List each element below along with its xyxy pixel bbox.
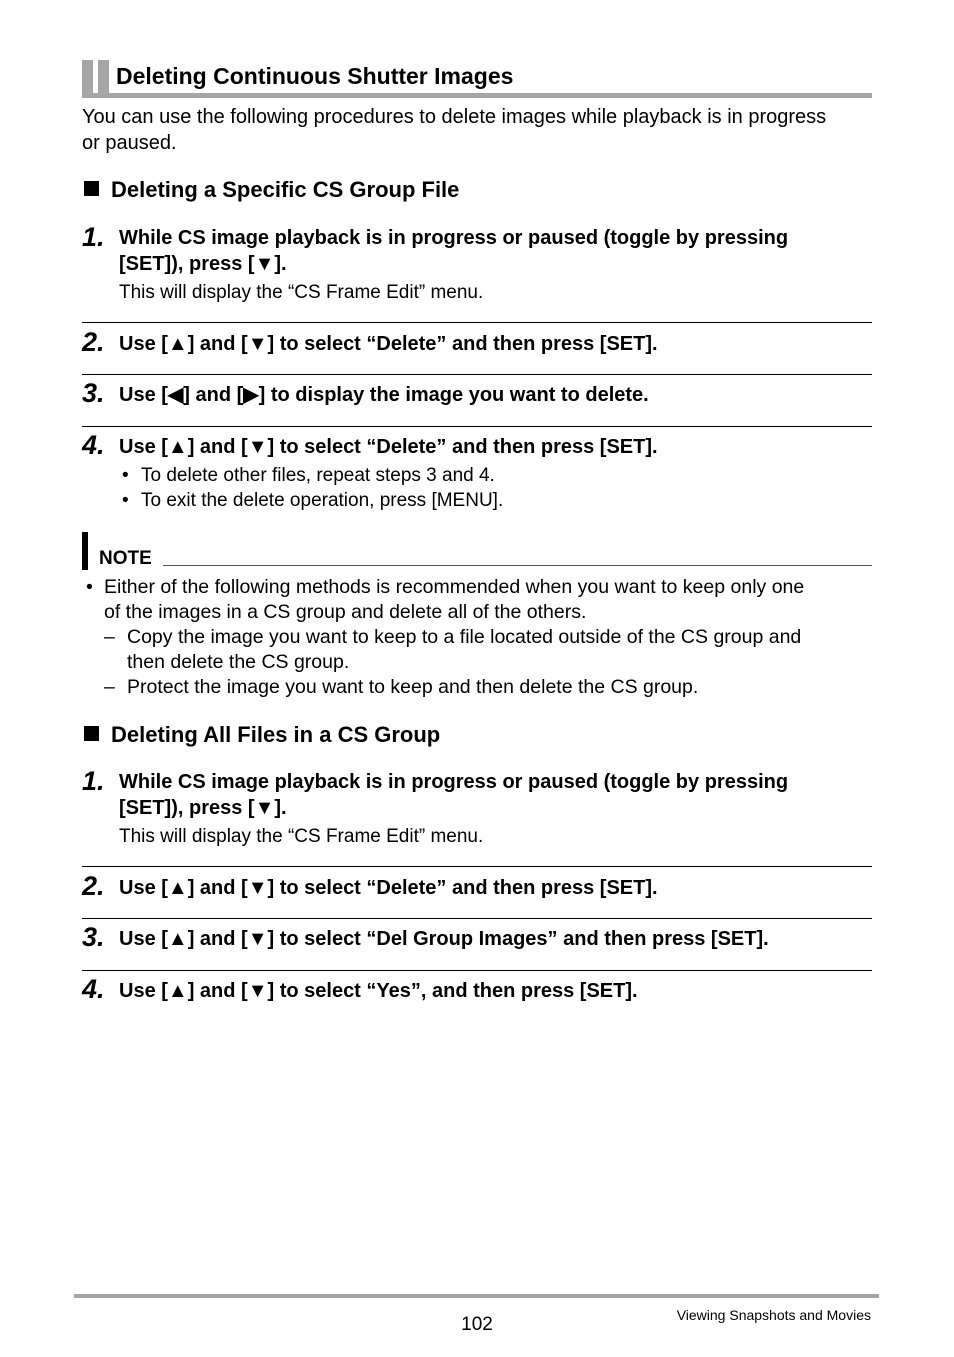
note-dash-marker: – (104, 626, 115, 648)
note-text: Protect the image you want to keep and then delete the CS group. (127, 676, 699, 698)
step-text: Use [▲] and [▼] to select “Delete” and then press [SET]. (119, 877, 658, 899)
step-text: While CS image playback is in progress or paused (toggle by pressing (119, 227, 789, 249)
note-text: then delete the CS group. (127, 651, 350, 673)
subheading-specific-file: Deleting a Specific CS Group File (84, 176, 459, 204)
step-number: 4. (82, 430, 105, 460)
step-divider (82, 374, 872, 375)
step-number: 3. (82, 378, 105, 408)
note-text: Copy the image you want to keep to a file located outside of the CS group and (127, 626, 802, 648)
step-description: This will display the “CS Frame Edit” menu. (119, 282, 484, 303)
step-divider (82, 866, 872, 867)
step-divider (82, 918, 872, 919)
footer-rule (74, 1294, 879, 1298)
list-item: • To delete other files, repeat steps 3 and 4. (122, 465, 495, 486)
square-bullet-icon (84, 181, 99, 196)
step-text: [SET]), press [▼]. (119, 797, 287, 819)
step-text: Use [▲] and [▼] to select “Yes”, and then press [SET]. (119, 980, 638, 1002)
step-divider (82, 322, 872, 323)
step-text: Use [▲] and [▼] to select “Delete” and then press [SET]. (119, 436, 658, 458)
note-text: Either of the following methods is recommended when you want to keep only one (104, 576, 805, 598)
intro-line-1: You can use the following procedures to delete images while playback is in progress (82, 106, 827, 128)
step-number: 1. (82, 222, 105, 252)
step-number: 3. (82, 922, 105, 952)
step-text: While CS image playback is in progress or paused (toggle by pressing (119, 771, 789, 793)
page-number: 102 (461, 1314, 493, 1335)
section-title: Deleting Continuous Shutter Images (116, 63, 514, 89)
note-label: NOTE (99, 548, 152, 569)
step-divider (82, 426, 872, 427)
note-bullet-marker: • (86, 576, 93, 598)
step-divider (82, 970, 872, 971)
step-number: 1. (82, 766, 105, 796)
step-text: Use [▲] and [▼] to select “Delete” and then press [SET]. (119, 333, 658, 355)
note-text: of the images in a CS group and delete all of the others. (104, 601, 587, 623)
step-text: Use [▲] and [▼] to select “Del Group Images” and then press [SET]. (119, 928, 769, 950)
step-text: Use [◀] and [▶] to display the image you want to delete. (119, 384, 649, 406)
note-dash-marker: – (104, 676, 115, 698)
subheading-all-files: Deleting All Files in a CS Group (84, 721, 440, 749)
section-title-underline (82, 93, 872, 98)
square-bullet-icon (84, 726, 99, 741)
step-text: [SET]), press [▼]. (119, 253, 287, 275)
note-marker (82, 532, 88, 570)
intro-line-2: or paused. (82, 132, 177, 154)
step-number: 2. (82, 327, 105, 357)
chapter-label: Viewing Snapshots and Movies (676, 1307, 871, 1323)
step-number: 2. (82, 871, 105, 901)
list-item: • To exit the delete operation, press [MENU]. (122, 490, 504, 511)
step-number: 4. (82, 974, 105, 1004)
step-description: This will display the “CS Frame Edit” menu. (119, 826, 484, 847)
note-rule (163, 565, 872, 566)
